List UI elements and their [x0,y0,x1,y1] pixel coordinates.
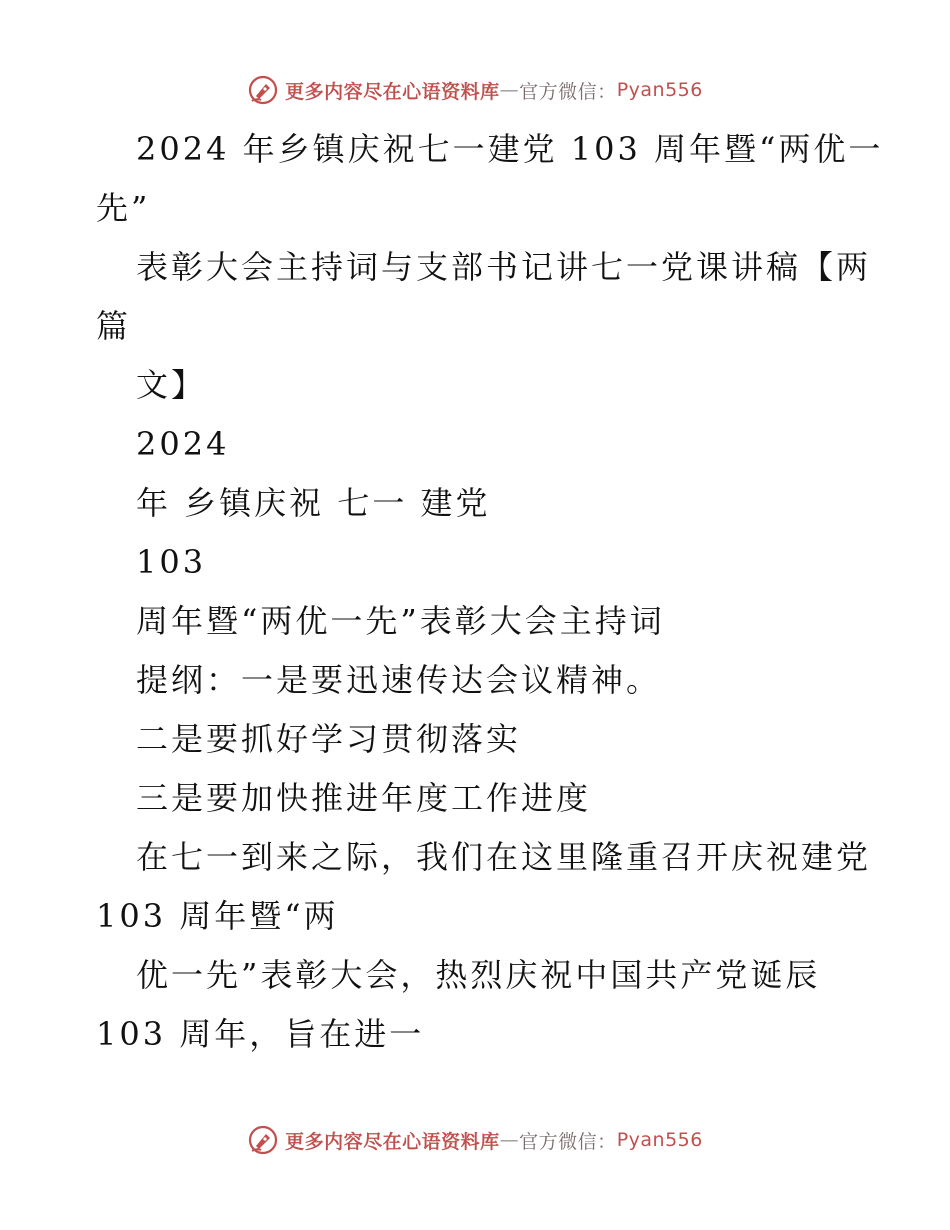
footer-watermark [0,1120,950,1160]
document-body [96,120,884,1064]
text-line: 年 乡镇庆祝 七一 建党 [136,484,491,522]
watermark-wechat-label: 官方微信： [519,80,617,103]
title-line-3: 表彰大会主持词与支部书记讲七一党课讲稿【两 [136,248,872,286]
watermark-wechat-id: Pyan556 [616,79,703,101]
text-line: 三是要加快推进年度工作进度 [136,779,592,817]
text-line: 二是要抓好学习贯彻落实 [136,720,522,758]
watermark-separator: — [499,1129,520,1151]
text-line: 103 [136,543,207,581]
watermark-site-name: 更多内容尽在心语资料库 [285,80,500,103]
text-line: 2024 [136,425,230,463]
title-line-5: 文】 [136,366,207,404]
pen-nib-logo-icon [247,74,279,106]
text-line: 103 周年暨“两 [96,897,339,935]
pen-nib-logo-icon [247,1124,279,1156]
text-line: 周年暨“两优一先”表彰大会主持词 [136,602,665,640]
text-line: 优一先”表彰大会，热烈庆祝中国共产党诞辰 [136,956,821,994]
title-line-1: 2024 年乡镇庆祝七一建党 103 周年暨“两优一 [136,130,884,168]
title-line-2: 先” [96,189,151,227]
text-line: 在七一到来之际，我们在这里隆重召开庆祝建党 [136,838,872,876]
watermark-site-name: 更多内容尽在心语资料库 [285,1130,500,1153]
header-watermark [0,70,950,110]
text-line: 提纲：一是要迅速传达会议精神。 [136,661,662,699]
watermark-wechat-label: 官方微信： [519,1130,617,1153]
watermark-separator: — [499,79,520,101]
watermark-wechat-id: Pyan556 [616,1129,703,1151]
text-line: 103 周年，旨在进一 [96,1015,425,1053]
title-line-4: 篇 [96,307,132,345]
